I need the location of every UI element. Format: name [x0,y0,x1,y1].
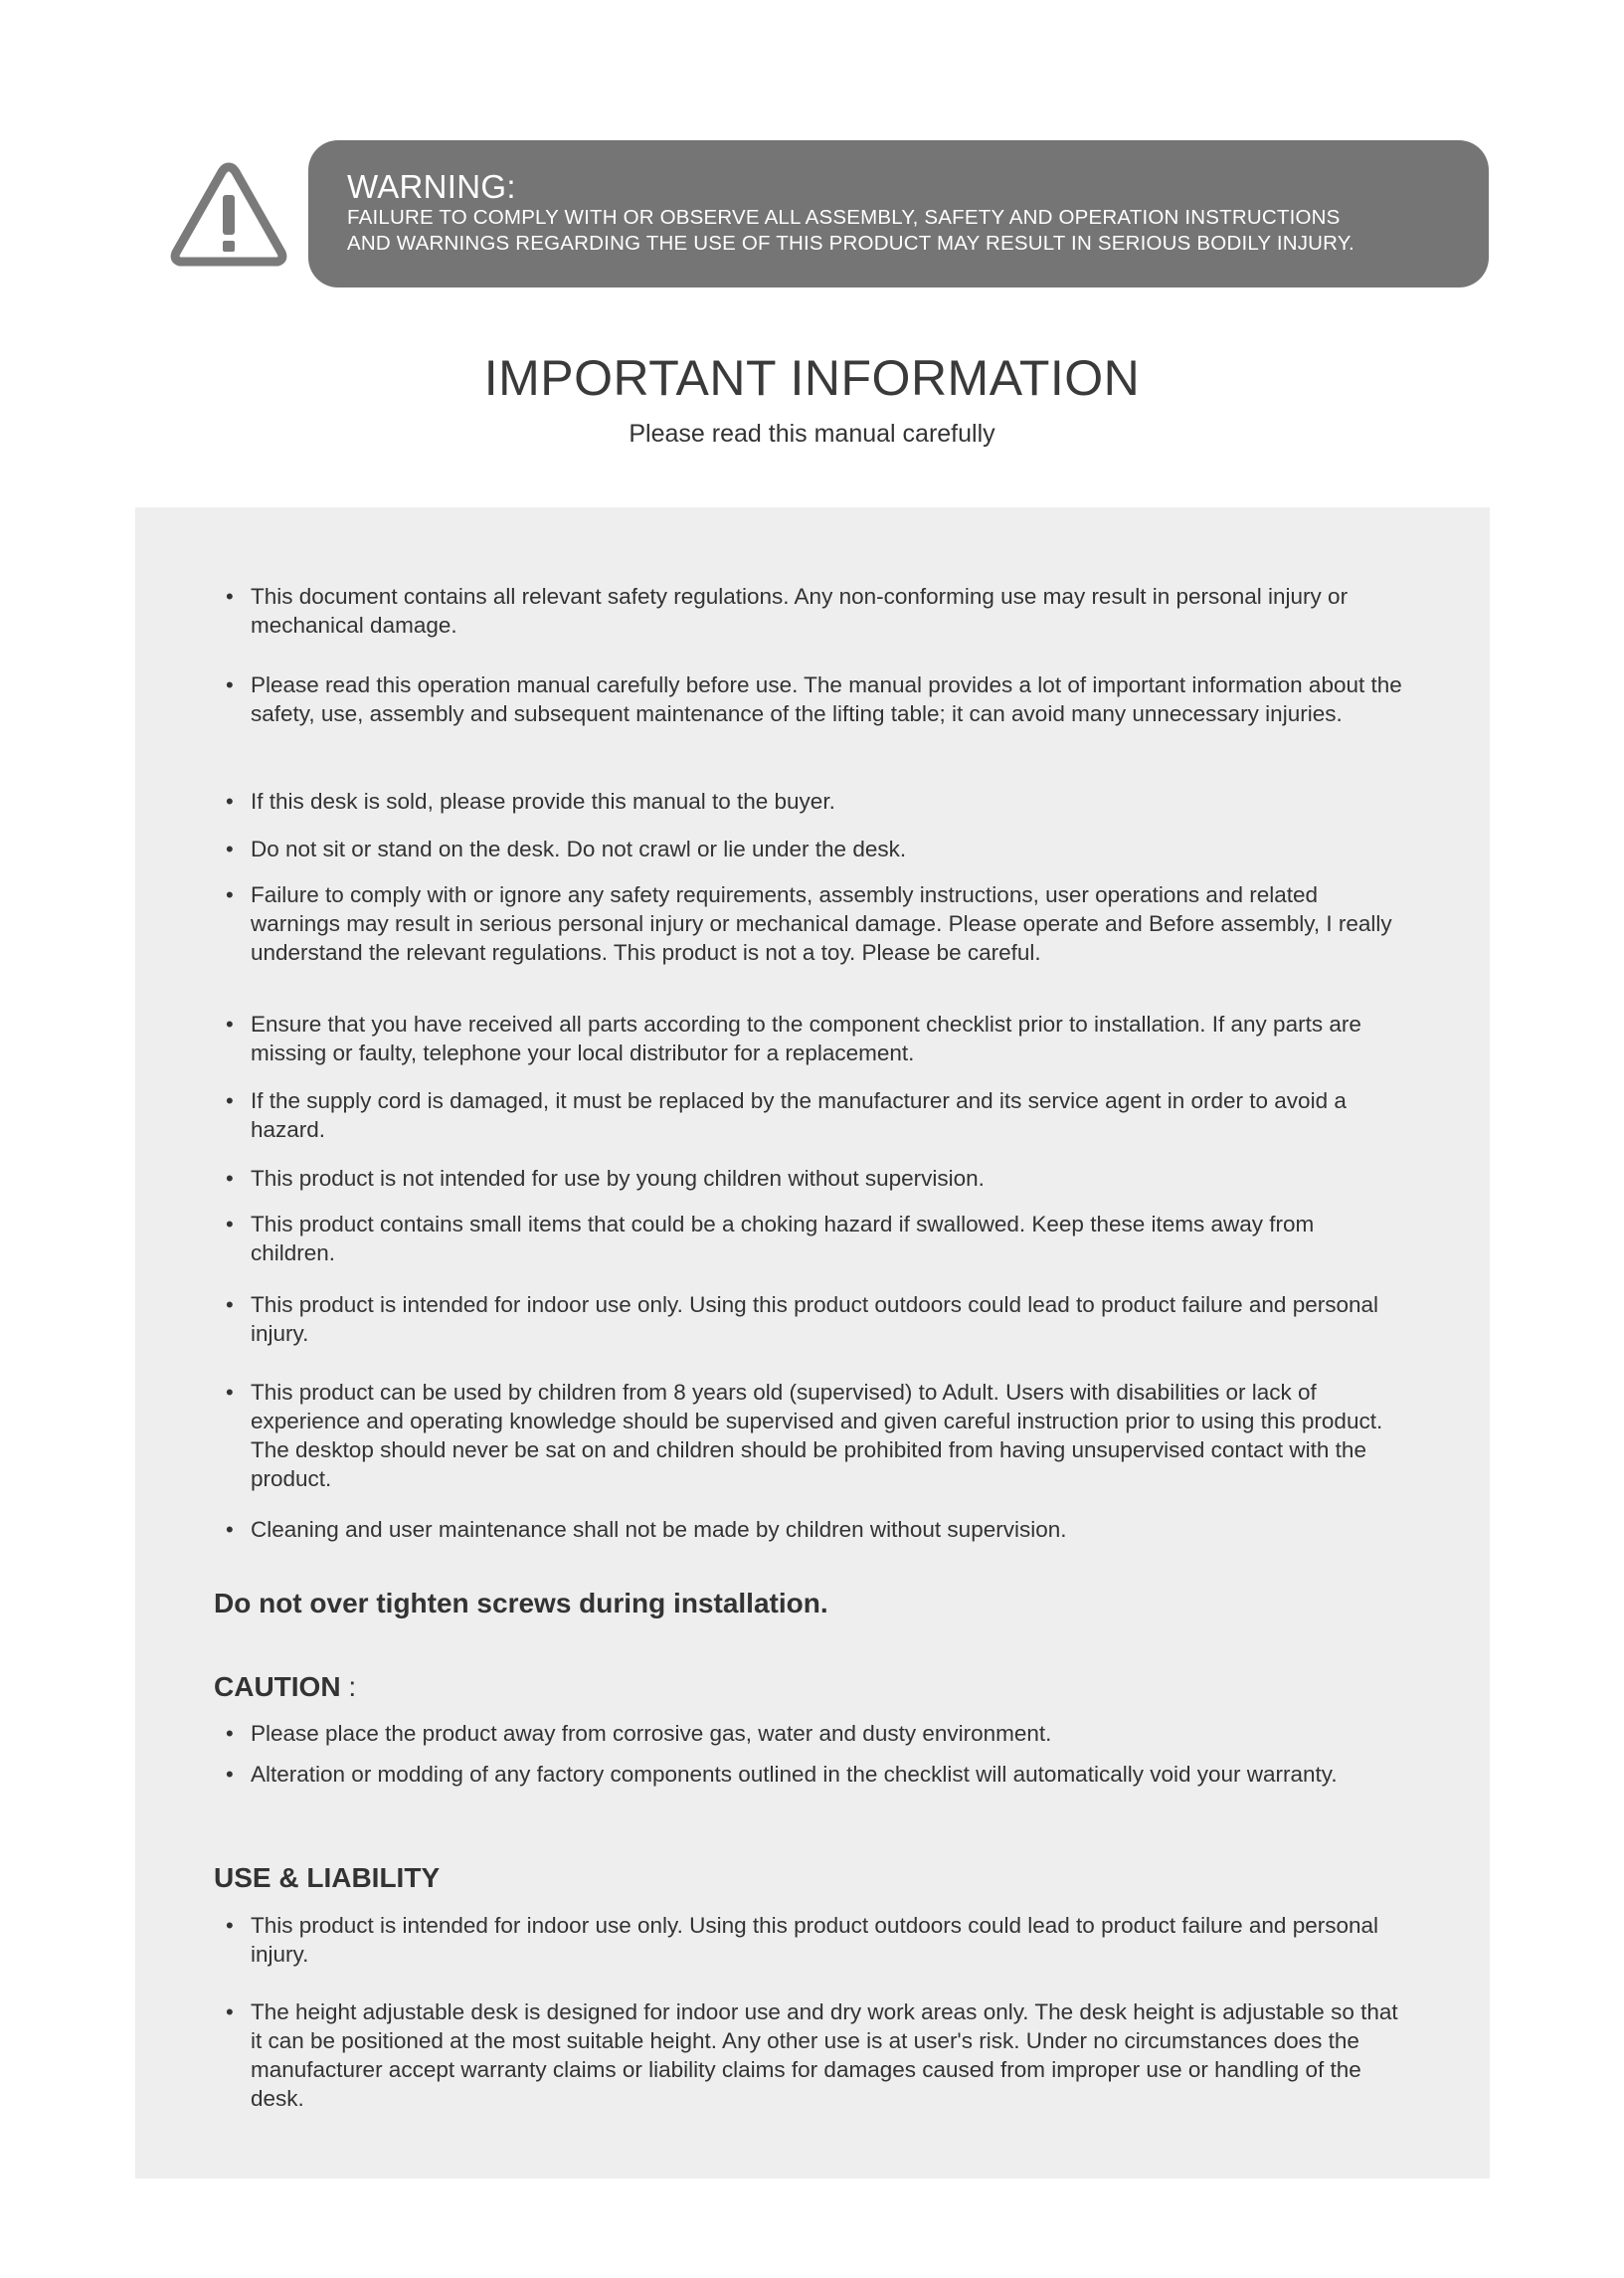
list-item: • This product is not intended for use by young children without supervision. [251,1164,1404,1193]
list-item: • This document contains all relevant safety regulations. Any non-conforming use may result in personal injury or mechanical damage. [251,582,1404,640]
list-item: • Please place the product away from corrosive gas, water and dusty environment. [251,1719,1404,1748]
list-item: • The height adjustable desk is designed for indoor use and dry work areas only. The desk height is adjustable so that it can be positioned at the most suitable height. Any other use is at user's risk. Under no circumstances does the manufacturer accept warranty claims or liability claims for damages caused from improper use or handling of the desk. [251,1997,1404,2113]
list-item: • This product is intended for indoor use only. Using this product outdoors could lead to product failure and personal injury. [251,1911,1404,1969]
warning-banner [308,140,1489,287]
list-item: • If this desk is sold, please provide this manual to the buyer. [251,787,1404,816]
list-item: • Alteration or modding of any factory components outlined in the checklist will automatically void your warranty. [251,1760,1404,1789]
list-item: • Do not sit or stand on the desk. Do not crawl or lie under the desk. [251,835,1404,863]
list-item: • Please read this operation manual carefully before use. The manual provides a lot of important information about the safety, use, assembly and subsequent maintenance of the lifting table; it can avoid many unnecessary injuries. [251,670,1404,728]
caution-heading-text: CAUTION [214,1671,341,1702]
list-item: • Cleaning and user maintenance shall not be made by children without supervision. [251,1515,1404,1544]
warning-text-line-2: AND WARNINGS REGARDING THE USE OF THIS PRODUCT MAY RESULT IN SERIOUS BODILY INJURY. [347,232,1354,255]
list-item: • If the supply cord is damaged, it must be replaced by the manufacturer and its service agent in order to avoid a hazard. [251,1086,1404,1144]
page-title: IMPORTANT INFORMATION [483,350,1141,406]
caution-heading [214,1671,356,1703]
page-subtitle: Please read this manual carefully [629,420,995,448]
warning-triangle-icon [169,159,288,271]
warning-text-line-1: FAILURE TO COMPLY WITH OR OBSERVE ALL ASSEMBLY, SAFETY AND OPERATION INSTRUCTIONS [347,206,1341,229]
screws-notice: Do not over tighten screws during installation. [214,1588,828,1618]
list-item: • This product is intended for indoor use only. Using this product outdoors could lead to product failure and personal injury. [251,1290,1404,1348]
liability-heading: USE & LIABILITY [214,1862,441,1893]
caution-heading-colon: : [340,1671,357,1702]
list-item: • Ensure that you have received all parts according to the component checklist prior to installation. If any parts are missing or faulty, telephone your local distributor for a replacement. [251,1010,1404,1067]
warning-title: WARNING: [347,168,516,205]
list-item: • This product contains small items that could be a choking hazard if swallowed. Keep these items away from children. [251,1210,1404,1267]
list-item: • This product can be used by children from 8 years old (supervised) to Adult. Users with disabilities or lack of experience and operating knowledge should be supervised and given careful instruction prior to using this product. The desktop should never be sat on and children should be prohibited from having unsupervised contact with the product. [251,1378,1404,1493]
list-item: • Failure to comply with or ignore any safety requirements, assembly instructions, user operations and related warnings may result in serious personal injury or mechanical damage. Please operate and Before assembly, I really understand the relevant regulations. This product is not a toy. Please be careful. [251,880,1404,967]
